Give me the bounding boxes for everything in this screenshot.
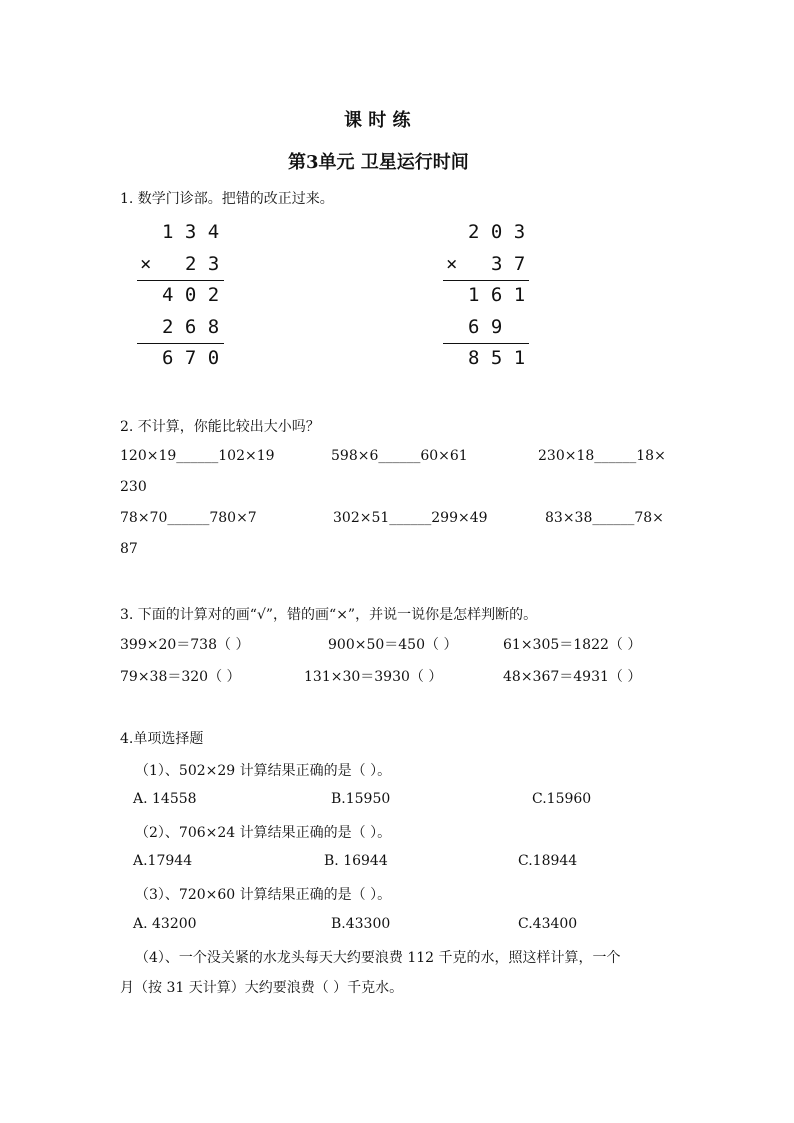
- judge-item: 900×50＝450（ ）: [328, 637, 458, 653]
- multiplicand: 2 0 3: [468, 221, 526, 243]
- choice-option-b: B. 16944: [324, 853, 388, 869]
- choice-question-stem: （1）、502×29 计算结果正确的是（ ）。: [135, 763, 392, 779]
- choice-question-stem: （3）、720×60 计算结果正确的是（ ）。: [135, 887, 392, 903]
- choice-option-a: A. 14558: [133, 791, 197, 807]
- multiplier: 2 3: [185, 253, 220, 275]
- divider-line: [443, 343, 529, 344]
- judge-item: 48×367＝4931（ ）: [503, 669, 642, 685]
- compare-item: 83×38______78×: [545, 510, 664, 526]
- word-problem-line: （4）、一个没关紧的水龙头每天大约要浪费 112 千克的水，照这样计算，一个: [135, 950, 621, 966]
- choice-option-c: C.18944: [518, 853, 578, 869]
- choice-question-stem: （2）、706×24 计算结果正确的是（ ）。: [135, 825, 392, 841]
- multiplier: 3 7: [491, 253, 526, 275]
- product-result: 6 7 0: [162, 347, 220, 369]
- choice-option-b: B.15950: [331, 791, 391, 807]
- multiply-sign: ×: [446, 253, 458, 275]
- partial-product-2: 6 9: [468, 316, 503, 338]
- page-title: 课 时 练: [344, 110, 411, 131]
- partial-product-2: 2 6 8: [162, 316, 220, 338]
- word-problem-line: 月（按 31 天计算）大约要浪费（ ）千克水。: [120, 980, 404, 996]
- page-subtitle: 第3单元 卫星运行时间: [288, 152, 469, 173]
- compare-item: 598×6______60×61: [331, 448, 468, 464]
- judge-item: 399×20＝738（ ）: [120, 637, 250, 653]
- question-1-prompt: 1. 数学门诊部。把错的改正过来。: [120, 191, 334, 207]
- partial-product-1: 4 0 2: [162, 284, 220, 306]
- choice-option-c: C.43400: [518, 916, 578, 932]
- choice-option-b: B.43300: [331, 916, 391, 932]
- divider-line: [137, 280, 224, 281]
- question-2-prompt: 2. 不计算，你能比较出大小吗？: [120, 419, 320, 435]
- compare-item: 78×70______780×7: [120, 510, 257, 526]
- compare-item-wrap: 87: [120, 541, 138, 557]
- compare-item-wrap: 230: [120, 479, 147, 495]
- choice-option-a: A. 43200: [133, 916, 197, 932]
- multiplicand: 1 3 4: [162, 221, 220, 243]
- compare-item: 120×19______102×19: [120, 448, 275, 464]
- choice-option-a: A.17944: [133, 853, 193, 869]
- question-3-prompt: 3. 下面的计算对的画“√”，错的画“×”，并说一说你是怎样判断的。: [120, 607, 538, 623]
- product-result: 8 5 1: [468, 347, 526, 369]
- judge-item: 131×30＝3930（ ）: [304, 669, 443, 685]
- divider-line: [443, 280, 529, 281]
- judge-item: 61×305＝1822（ ）: [503, 637, 642, 653]
- compare-item: 302×51______299×49: [333, 510, 488, 526]
- partial-product-1: 1 6 1: [468, 284, 526, 306]
- multiply-sign: ×: [140, 253, 152, 275]
- divider-line: [137, 343, 224, 344]
- compare-item: 230×18______18×: [538, 448, 666, 464]
- choice-option-c: C.15960: [532, 791, 592, 807]
- question-4-prompt: 4.单项选择题: [120, 731, 204, 747]
- judge-item: 79×38＝320（ ）: [120, 669, 241, 685]
